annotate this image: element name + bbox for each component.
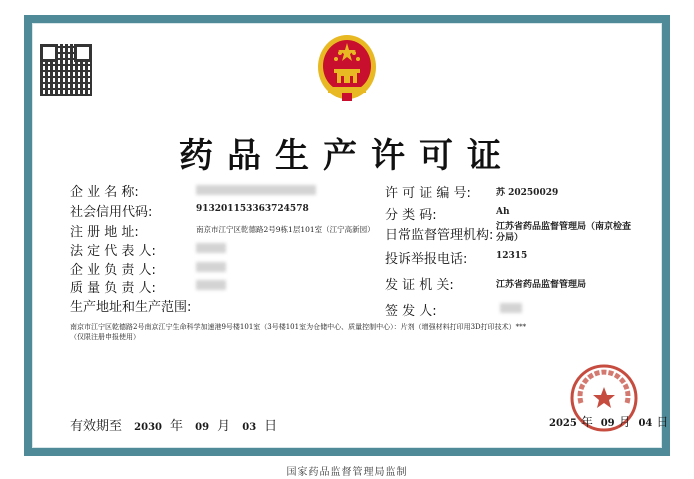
issue-month: 09 — [600, 418, 615, 429]
label-license-number: 许 可 证 编 号: — [385, 186, 471, 201]
value-credit-code: 913201153363724578 — [196, 204, 309, 214]
redacted-quality-head — [196, 280, 226, 290]
footer-supervisor: 国家药品监督管理局监制 — [286, 467, 408, 478]
value-license-number: 苏 20250029 — [496, 188, 559, 198]
label-registered-address: 注 册 地 址: — [70, 225, 139, 240]
label-enterprise-head: 企 业 负 责 人: — [70, 263, 156, 278]
validity-month-unit: 月 — [217, 419, 231, 434]
issue-day: 04 — [638, 418, 653, 429]
value-issuing-authority: 江苏省药品监督管理局 — [496, 280, 587, 290]
value-classification-code: Ah — [496, 207, 510, 217]
validity-day: 03 — [242, 422, 257, 433]
issue-year: 2025 — [549, 418, 577, 429]
label-supervision-agency: 日常监督管理机构: — [385, 228, 494, 243]
value-supervision-agency: 江苏省药品监督管理局（南京检查分局） — [496, 222, 632, 243]
validity-date — [70, 415, 277, 434]
validity-label: 有效期至 — [70, 419, 123, 434]
label-issuer: 签 发 人: — [385, 304, 437, 319]
redacted-enterprise-head — [196, 262, 226, 272]
validity-year-unit: 年 — [170, 419, 184, 434]
qr-code — [40, 44, 92, 96]
label-complaint-hotline: 投诉举报电话: — [385, 252, 468, 267]
label-production-scope: 生产地址和生产范围: — [70, 300, 192, 315]
value-complaint-hotline: 12315 — [496, 251, 528, 261]
value-registered-address: 南京市江宁区乾德路2号9栋1层101室（江宁高新园） — [196, 225, 375, 234]
label-quality-head: 质 量 负 责 人: — [70, 281, 156, 296]
redacted-company-name — [196, 185, 316, 195]
label-issuing-authority: 发 证 机 关: — [385, 278, 454, 293]
issue-year-unit: 年 — [580, 415, 593, 429]
page-title: 药品生产许可证 — [179, 136, 515, 176]
national-emblem-icon — [316, 33, 378, 103]
validity-day-unit: 日 — [264, 419, 278, 434]
label-legal-representative: 法 定 代 表 人: — [70, 244, 156, 259]
validity-year: 2030 — [134, 422, 162, 433]
production-scope-text: 南京市江宁区乾德路2号南京江宁生命科学加速港9号楼101室（3号楼101室为仓储中心、质量控制中心）：片剂（增强材料打印用3D打印技术）***（仅限注册申报使用） — [70, 323, 527, 341]
redacted-legal-representative — [196, 243, 226, 253]
validity-month: 09 — [195, 422, 210, 433]
issue-day-unit: 日 — [656, 415, 669, 429]
redacted-issuer — [500, 303, 522, 313]
label-company-name: 企 业 名 称: — [70, 185, 139, 200]
issue-date — [545, 413, 668, 430]
label-credit-code: 社会信用代码: — [70, 205, 153, 220]
issue-month-unit: 月 — [618, 415, 631, 429]
label-classification-code: 分 类 码: — [385, 208, 437, 223]
